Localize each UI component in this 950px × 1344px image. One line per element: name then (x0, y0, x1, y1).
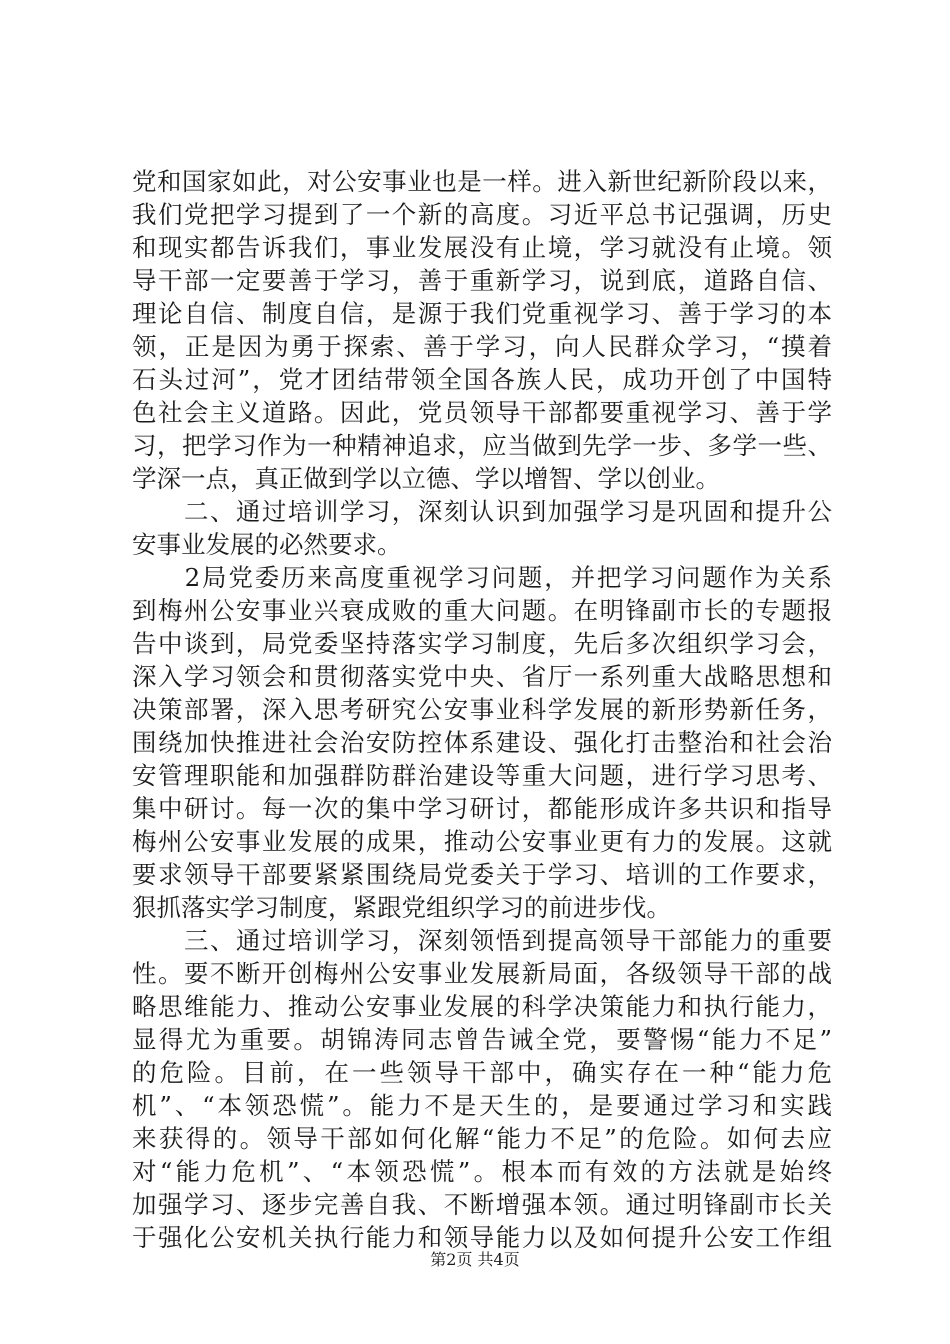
text-line: 集中研讨。每一次的集中学习研讨，都能形成许多共识和指导 (132, 794, 832, 823)
document-body (132, 165, 832, 1254)
text-line: 梅州公安事业发展的成果，推动公安事业更有力的发展。这就 (132, 827, 832, 856)
text-line: 二、通过培训学习，深刻认识到加强学习是巩固和提升公 (132, 497, 832, 526)
text-line: 决策部署，深入思考研究公安事业科学发展的新形势新任务， (132, 695, 832, 724)
text-line: 深入学习领会和贯彻落实党中央、省厅一系列重大战略思想和 (132, 662, 832, 691)
text-line: 机”、“本领恐慌”。能力不是天生的，是要通过学习和实践 (132, 1091, 832, 1120)
text-line: 告中谈到，局党委坚持落实学习制度，先后多次组织学习会， (132, 629, 832, 658)
text-line: 性。要不断开创梅州公安事业发展新局面，各级领导干部的战 (132, 959, 832, 988)
text-line: 狠抓落实学习制度，紧跟党组织学习的前进步伐。 (132, 893, 671, 922)
text-line: 安事业发展的必然要求。 (132, 530, 402, 559)
text-line: 加强学习、逐步完善自我、不断增强本领。通过明锋副市长关 (132, 1190, 832, 1219)
text-line: 理论自信、制度自信，是源于我们党重视学习、善于学习的本 (132, 299, 832, 328)
text-line: 到梅州公安事业兴衰成败的重大问题。在明锋副市长的专题报 (132, 596, 832, 625)
text-line: 色社会主义道路。因此，党员领导干部都要重视学习、善于学 (132, 398, 832, 427)
text-line: 于强化公安机关执行能力和领导能力以及如何提升公安工作组 (132, 1223, 832, 1252)
text-line: 的危险。目前，在一些领导干部中，确实存在一种“能力危 (132, 1058, 832, 1087)
page-footer: 第2页 共4页 (430, 1250, 520, 1269)
text-line: 三、通过培训学习，深刻领悟到提高领导干部能力的重要 (132, 926, 832, 955)
text-line: 习，把学习作为一种精神追求，应当做到先学一步、多学一些、 (132, 431, 832, 460)
text-line: 学深一点，真正做到学以立德、学以增智、学以创业。 (132, 464, 720, 493)
text-line: 来获得的。领导干部如何化解“能力不足”的危险。如何去应 (132, 1124, 832, 1153)
text-line: 围绕加快推进社会治安防控体系建设、强化打击整治和社会治 (132, 728, 832, 757)
text-line: 安管理职能和加强群防群治建设等重大问题，进行学习思考、 (132, 761, 832, 790)
text-line: 2局党委历来高度重视学习问题，并把学习问题作为关系 (132, 563, 832, 592)
text-line: 和现实都告诉我们，事业发展没有止境，学习就没有止境。领 (132, 233, 832, 262)
text-line: 我们党把学习提到了一个新的高度。习近平总书记强调，历史 (132, 200, 832, 229)
text-line: 导干部一定要善于学习，善于重新学习，说到底，道路自信、 (132, 266, 832, 295)
text-line: 领，正是因为勇于探索、善于学习，向人民群众学习，“摸着 (132, 332, 832, 361)
text-line: 要求领导干部要紧紧围绕局党委关于学习、培训的工作要求， (132, 860, 832, 889)
text-line: 显得尤为重要。胡锦涛同志曾告诫全党，要警惕“能力不足” (132, 1025, 832, 1054)
text-line: 石头过河”，党才团结带领全国各族人民，成功开创了中国特 (132, 365, 832, 394)
text-line: 对“能力危机”、“本领恐慌”。根本而有效的方法就是始终 (132, 1157, 832, 1186)
text-line: 略思维能力、推动公安事业发展的科学决策能力和执行能力， (132, 992, 832, 1021)
text-line: 党和国家如此，对公安事业也是一样。进入新世纪新阶段以来， (132, 167, 832, 196)
